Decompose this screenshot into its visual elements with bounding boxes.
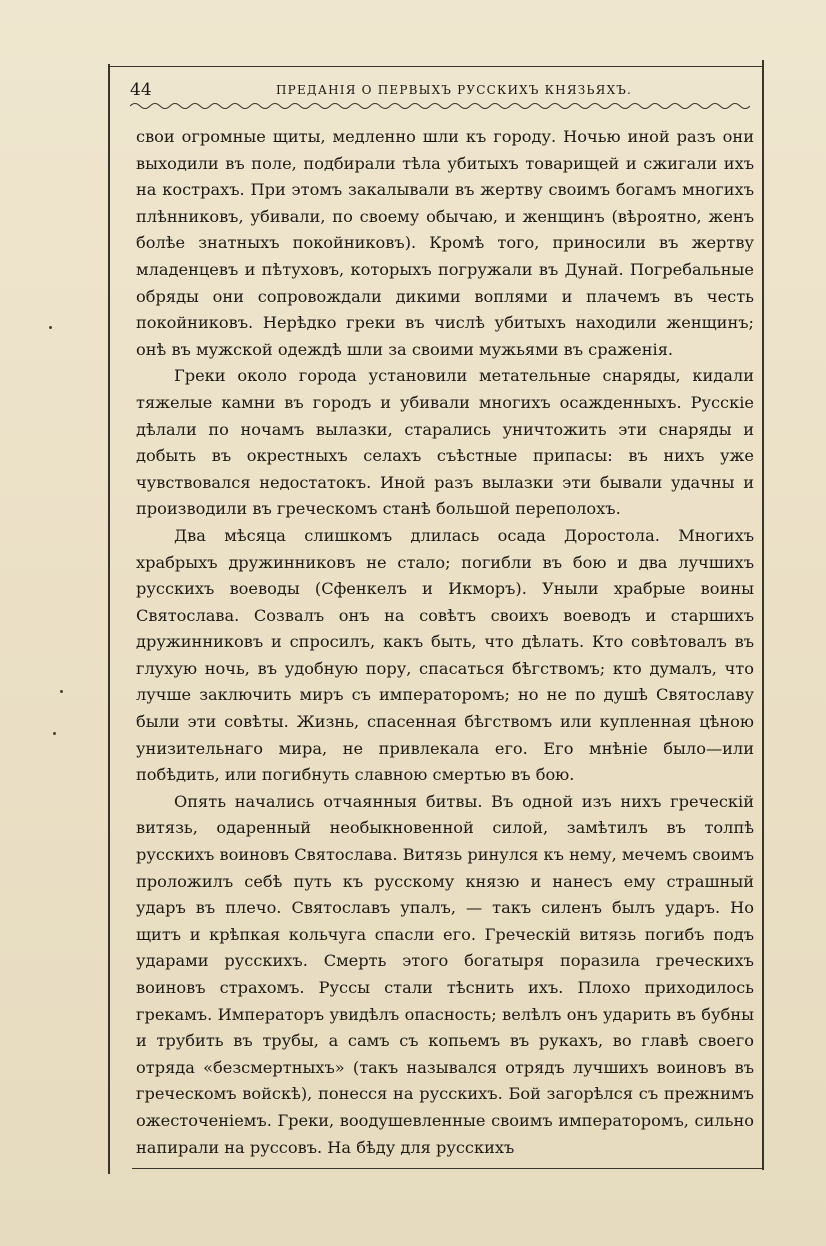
paper-speck — [49, 326, 52, 329]
paragraph: Два мѣсяца слишкомъ длилась осада Доростола. Многихъ храбрыхъ дружинниковъ не стало; погибли въ бою и два лучшихъ русскихъ воеводы (Сфенкелъ и Икморъ). Уныли храбрые воины Святослава. Созвалъ онъ на совѣтъ своихъ воеводъ и старшихъ дружинниковъ и спросилъ, какъ быть, что дѣлать. Кто совѣтовалъ въ глухую ночь, въ удобную пору, спасаться бѣгствомъ; кто думалъ, что лучше заключить миръ съ императоромъ; но не по душѣ Святославу были эти совѣты. Жизнь, спасенная бѣгствомъ или купленная цѣною унизительнаго мира, не привлекала его. Его мнѣніе было—или побѣдить, или погибнуть славною смертью въ бою. — [136, 525, 754, 785]
paper-speck — [60, 690, 63, 693]
paragraph: Греки около города установили метательные снаряды, кидали тяжелые камни въ городъ и убивали многихъ осажденныхъ. Русскіе дѣлали по ночамъ вылазки, старались уничтожить эти снаряды и добыть въ окрестныхъ селахъ съѣстные припасы: въ нихъ уже чувствовался недостатокъ. Иной разъ вылазки эти бывали удачны и производили въ греческомъ станѣ большой переполохъ. — [136, 366, 754, 519]
body-text — [136, 124, 754, 1161]
paragraph: Опять начались отчаянныя битвы. Въ одной изъ нихъ греческій витязь, одаренный необыкновенной силой, замѣтилъ въ толпѣ русскихъ воиновъ Святослава. Витязь ринулся къ нему, мечемъ своимъ проложилъ себѣ путь къ русскому князю и нанесъ ему страшный ударъ въ плечо. Святославъ упалъ, — такъ силенъ былъ ударъ. Но щитъ и крѣпкая кольчуга спасли его. Греческій витязь погибъ подъ ударами русскихъ. Смерть этого богатыря поразила греческихъ воиновъ страхомъ. Руссы стали тѣснить ихъ. Плохо приходилось грекамъ. Императоръ увидѣлъ опасность; велѣлъ онъ ударить въ бубны и трубить въ трубы, а самъ съ копьемъ въ рукахъ, во главѣ своего отряда «безсмертныхъ» (такъ назывался отрядъ лучшихъ воиновъ въ греческомъ войскѣ), понесся на русскихъ. Бой загорѣлся съ прежнимъ ожесточеніемъ. Греки, воодушевленные своимъ императоромъ, сильно напирали на руссовъ. На бѣду для русскихъ — [136, 791, 754, 1157]
running-title: ПРЕДАНІЯ О ПЕРВЫХЪ РУССКИХЪ КНЯЗЬЯХЪ. — [276, 83, 633, 97]
frame-right-rule — [762, 60, 764, 1170]
paper-speck — [53, 732, 56, 735]
paragraph: свои огромные щиты, медленно шли къ городу. Ночью иной разъ они выходили въ поле, подбирали тѣла убитыхъ товарищей и сжигали ихъ на кострахъ. При этомъ закалывали въ жертву своимъ богамъ многихъ плѣнниковъ, убивали, по своему обычаю, и женщинъ (вѣроятно, женъ болѣе знатныхъ покойниковъ). Кромѣ того, приносили въ жертву младенцевъ и пѣтуховъ, которыхъ погружали въ Дунай. Погребальные обряды они сопровождали дикими воплями и плачемъ въ честь покойниковъ. Нерѣдко греки въ числѣ убитыхъ находили женщинъ; онѣ въ мужской одеждѣ шли за своими мужьями въ сраженія. — [136, 127, 754, 359]
frame-top-rule — [108, 66, 764, 67]
page-number: 44 — [130, 80, 152, 100]
wavy-ornament-divider — [130, 101, 750, 111]
frame-bottom-rule — [132, 1168, 764, 1169]
frame-left-rule — [108, 64, 110, 1174]
